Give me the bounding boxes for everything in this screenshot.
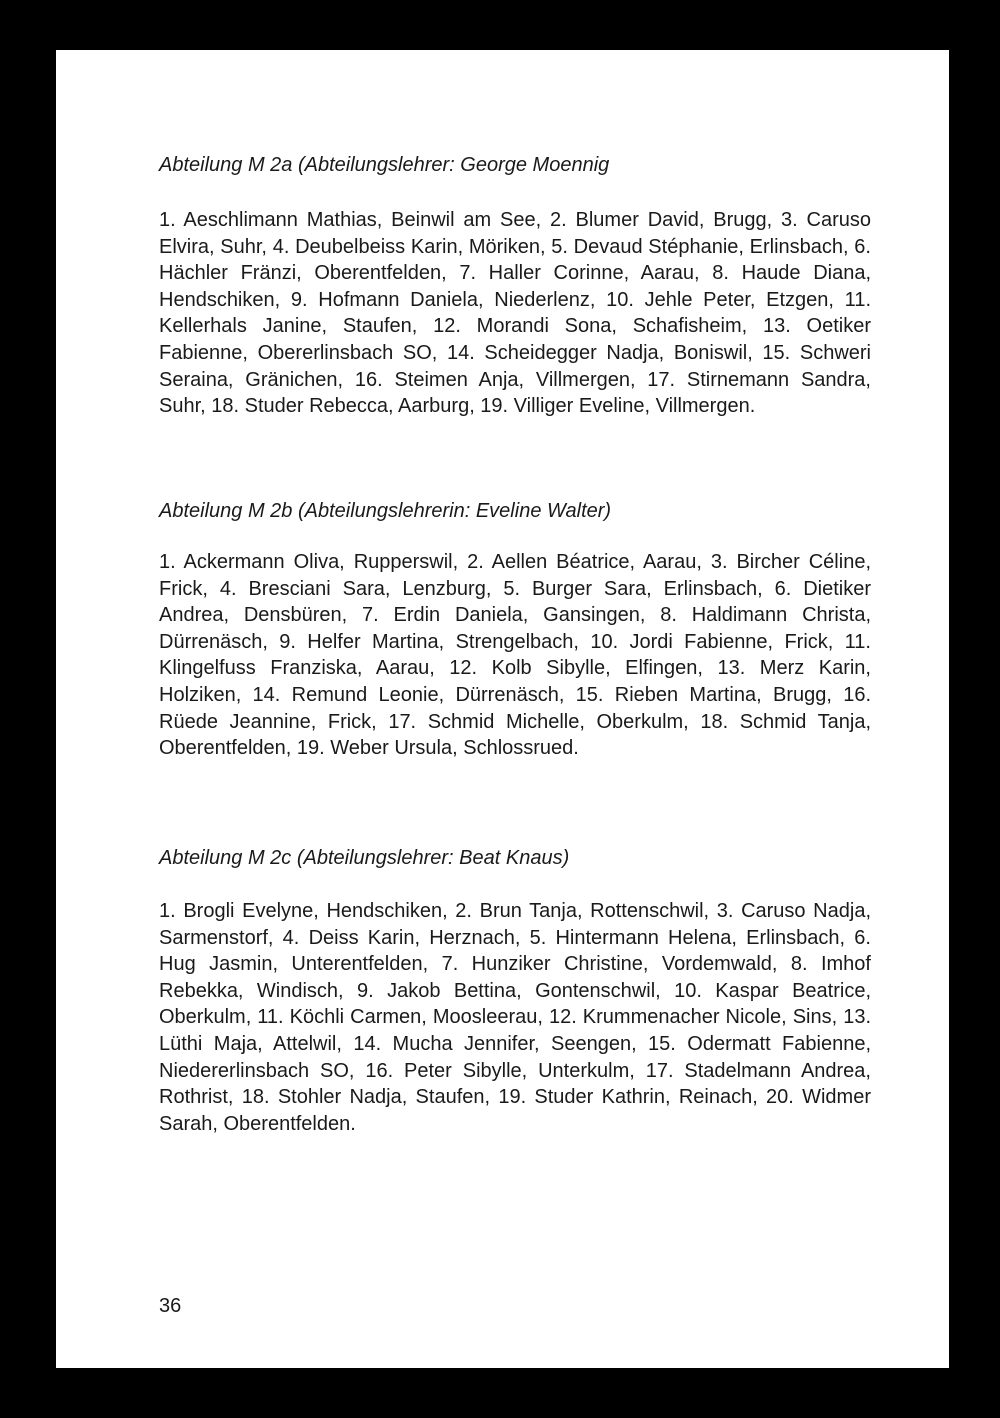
page-number: 36 <box>159 1295 182 1317</box>
document-page <box>56 50 949 1368</box>
section-heading-m2a: Abteilung M 2a (Abteilungslehrer: George Moennig <box>159 154 610 176</box>
section-heading-m2b: Abteilung M 2b (Abteilungslehrerin: Eveline Walter) <box>159 500 612 522</box>
section-list-m2c: 1. Brogli Evelyne, Hendschiken, 2. Brun Tanja, Rottenschwil, 3. Caruso Nadja, Sarmenstorf, 4. Deiss Karin, Herznach, 5. Hintermann Helena, Erlinsbach, 6. Hug Jasmin, Unterentfelden, 7. Hunziker Christine, Vordemwald, 8. Imhof Rebekka, Windisch, 9. Jakob Bettina, Gontenschwil, 10. Kaspar Beatrice, Oberkulm, 11. Köchli Carmen, Moosleerau, 12. Krummenacher Nicole, Sins, 13. Lüthi Maja, Attelwil, 14. Mucha Jennifer, Seengen, 15. Odermatt Fabienne, Niedererlinsbach SO, 16. Peter Sibylle, Unterkulm, 17. Stadelmann Andrea, Rothrist, 18. Stohler Nadja, Staufen, 19. Studer Kathrin, Reinach, 20. Widmer Sarah, Oberentfelden. <box>159 900 871 1135</box>
section-list-m2a: 1. Aeschlimann Mathias, Beinwil am See, 2. Blumer David, Brugg, 3. Caruso Elvira, Suhr, 4. Deubelbeiss Karin, Möriken, 5. Devaud Stéphanie, Erlinsbach, 6. Hächler Fränzi, Oberentfelden, 7. Haller Corinne, Aarau, 8. Haude Diana, Hendschiken, 9. Hofmann Daniela, Niederlenz, 10. Jehle Peter, Etzgen, 11. Kellerhals Janine, Staufen, 12. Morandi Sona, Schafisheim, 13. Oetiker Fabienne, Obererlinsbach SO, 14. Scheidegger Nadja, Boniswil, 15. Schweri Seraina, Gränichen, 16. Steimen Anja, Villmergen, 17. Stirnemann Sandra, Suhr, 18. Studer Rebecca, Aarburg, 19. Villiger Eveline, Villmergen. <box>159 209 871 418</box>
section-heading-m2c: Abteilung M 2c (Abteilungslehrer: Beat Knaus) <box>159 847 570 869</box>
section-list-m2b: 1. Ackermann Oliva, Rupperswil, 2. Aellen Béatrice, Aarau, 3. Bircher Céline, Frick, 4. Bresciani Sara, Lenzburg, 5. Burger Sara, Erlinsbach, 6. Dietiker Andrea, Densbüren, 7. Erdin Daniela, Gansingen, 8. Haldimann Christa, Dürrenäsch, 9. Helfer Martina, Strengelbach, 10. Jordi Fabienne, Frick, 11. Klingelfuss Franziska, Aarau, 12. Kolb Sibylle, Elfingen, 13. Merz Karin, Holziken, 14. Remund Leonie, Dürrenäsch, 15. Rieben Martina, Brugg, 16. Rüede Jeannine, Frick, 17. Schmid Michelle, Oberkulm, 18. Schmid Tanja, Oberentfelden, 19. Weber Ursula, Schlossrued. <box>159 551 871 760</box>
